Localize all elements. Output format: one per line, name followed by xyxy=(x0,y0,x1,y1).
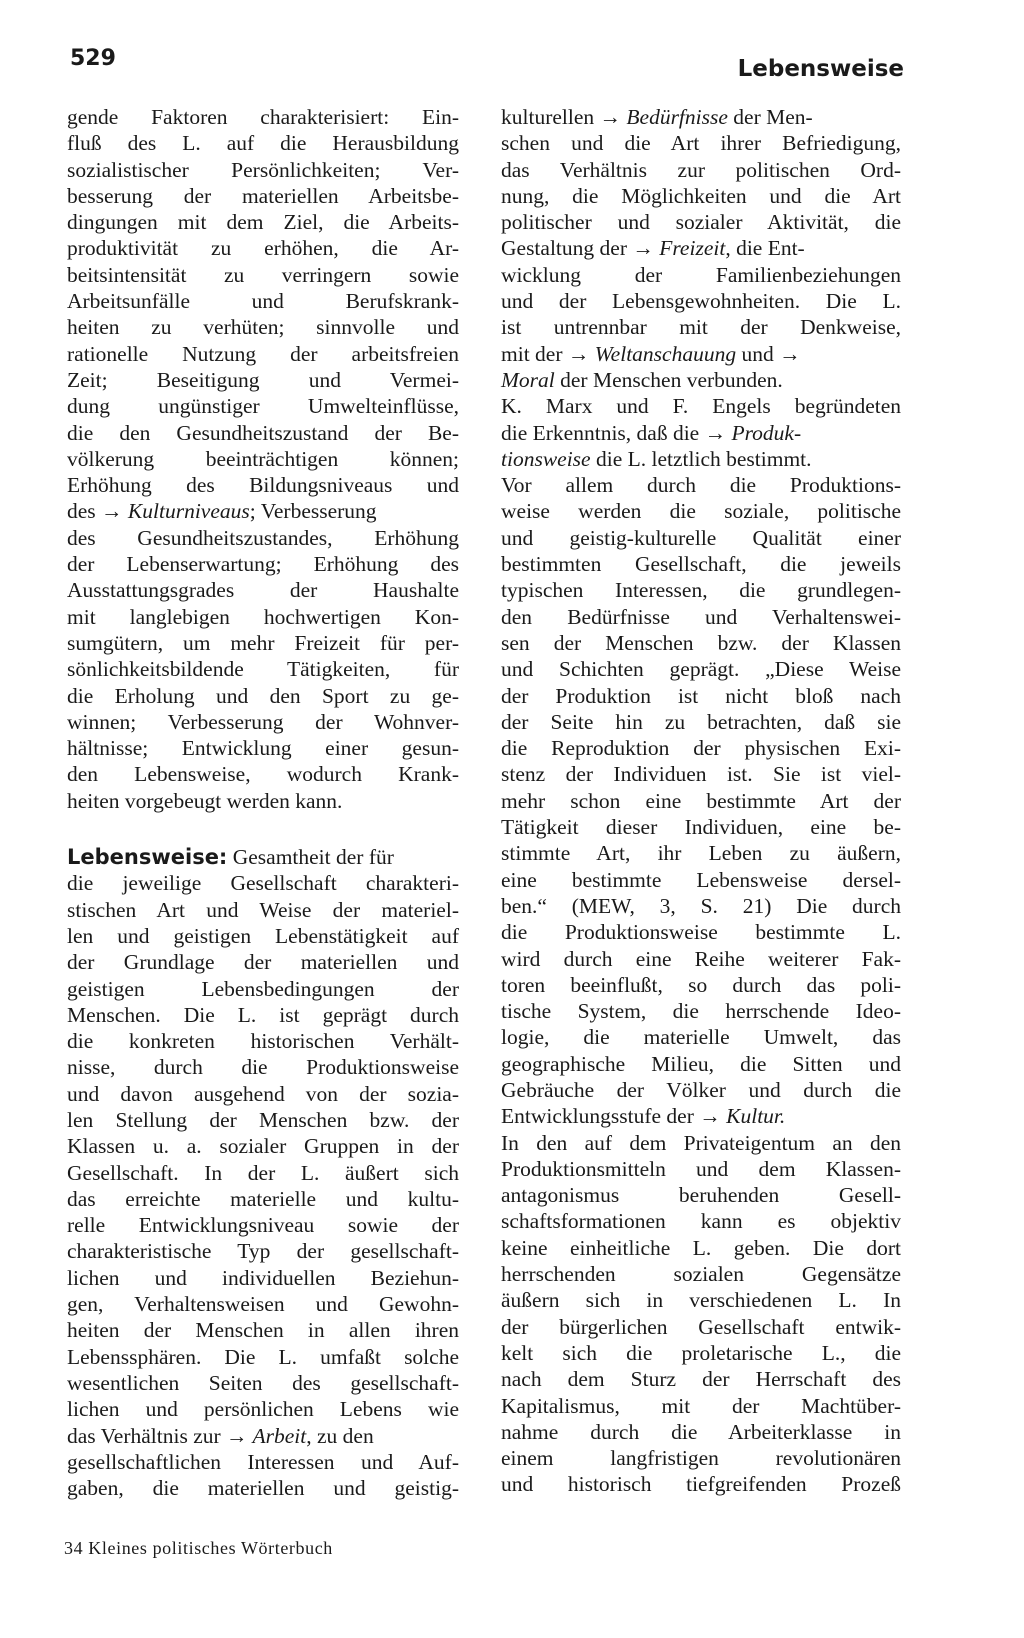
text-line: heiten zu verhüten; sinnvolle und xyxy=(67,315,459,340)
text-line: produktivität zu erhöhen, die Ar- xyxy=(67,236,459,261)
text-line: Lebenssphären. Die L. umfaßt solche xyxy=(67,1344,459,1369)
cross-reference-link[interactable]: → Bedürfnisse xyxy=(599,105,728,129)
text-line: die den Gesundheitszustand der Be- xyxy=(67,420,459,445)
text-line: K. Marx und F. Engels begründeten xyxy=(501,394,901,419)
text-line: geographische Milieu, die Sitten und xyxy=(501,1051,901,1076)
running-head: Lebensweise xyxy=(737,56,904,82)
text-line: heiten der Menschen in allen ihren xyxy=(67,1318,459,1343)
cross-reference-link[interactable]: Moral xyxy=(501,367,555,392)
text-line: Gesellschaft. In der L. äußert sich xyxy=(67,1160,459,1185)
text-line: lichen und individuellen Beziehun- xyxy=(67,1265,459,1290)
text-line: die jeweilige Gesellschaft charakteri- xyxy=(67,871,459,896)
cross-reference-arrow[interactable]: → xyxy=(779,341,801,366)
text-line: tische System, die herrschende Ideo- xyxy=(501,999,901,1024)
text-line: herrschenden sozialen Gegensätze xyxy=(501,1262,901,1287)
cross-reference-link[interactable]: → Produk- xyxy=(704,420,802,445)
text-line: ist untrennbar mit der Denkweise, xyxy=(501,315,901,340)
text-line: völkerung beeinträchtigen können; xyxy=(67,446,459,471)
text-line: tionsweise die L. letztlich bestimmt. xyxy=(501,446,812,471)
entry-headword: Lebensweise: xyxy=(67,845,228,870)
text-line: geistigen Lebensbedingungen der xyxy=(67,976,459,1001)
text-line: eine bestimmte Lebensweise dersel- xyxy=(501,867,901,892)
cross-reference-link[interactable]: → Kultur. xyxy=(699,1104,786,1129)
text-line: ben.“ (MEW, 3, S. 21) Die durch xyxy=(501,893,901,918)
text-line: Erhöhung des Bildungsniveaus und xyxy=(67,473,459,498)
text-line: das Verhältnis zur politischen Ord- xyxy=(501,157,901,182)
entry-first-line: Lebensweise: Gesamtheit der für xyxy=(67,845,394,870)
text-line: rationelle Nutzung der arbeitsfreien xyxy=(67,341,459,366)
text-line: mehr schon eine bestimmte Art der xyxy=(501,788,901,813)
text-line: Menschen. Die L. ist geprägt durch xyxy=(67,1002,459,1027)
text-line: nisse, durch die Produktionsweise xyxy=(67,1055,459,1080)
text-line: des Gesundheitszustandes, Erhöhung xyxy=(67,525,459,550)
text-line: Tätigkeit dieser Individuen, eine be- xyxy=(501,815,901,840)
text-line: und historisch tiefgreifenden Prozeß xyxy=(501,1472,901,1497)
text-line: hältnisse; Entwicklung einer gesun- xyxy=(67,736,459,761)
text-line: winnen; Verbesserung der Wohnver- xyxy=(67,709,459,734)
text-line: gende Faktoren charakterisiert: Ein- xyxy=(67,105,459,129)
text-line: relle Entwicklungsniveau sowie der xyxy=(67,1213,459,1238)
text-line: und Schichten geprägt. „Diese Weise xyxy=(501,657,901,682)
text-line: charakteristische Typ der gesellschaft- xyxy=(67,1239,459,1264)
text-line: die Erholung und den Sport zu ge- xyxy=(67,683,459,708)
text-line: politischer und sozialer Aktivität, die xyxy=(501,210,901,235)
text-line: das Verhältnis zur → Arbeit, zu den xyxy=(67,1423,374,1448)
text-line: heiten vorgebeugt werden kann. xyxy=(67,788,343,813)
page-footer: 34 Kleines politisches Wörterbuch xyxy=(64,1538,333,1558)
text-line: beitsintensität zu verringern sowie xyxy=(67,262,459,287)
text-line: sönlichkeitsbildende Tätigkeiten, für xyxy=(67,657,459,682)
text-line: schaftsformationen kann es objektiv xyxy=(501,1209,901,1234)
text-line: die Produktionsweise bestimmte L. xyxy=(501,920,901,945)
text-line: stimmte Art, ihr Leben zu äußern, xyxy=(501,841,901,866)
text-line: stenz der Individuen ist. Sie ist viel- xyxy=(501,762,901,787)
text-line: Gestaltung der → Freizeit, die Ent- xyxy=(501,236,805,261)
paragraph-gap xyxy=(67,814,459,844)
text-line: Entwicklungsstufe der → Kultur. xyxy=(501,1104,786,1129)
cross-reference-link[interactable]: → Freizeit xyxy=(632,236,726,261)
page-number: 529 xyxy=(70,46,116,71)
text-line: sozialistischer Persönlichkeiten; Ver- xyxy=(67,157,459,182)
text-line: die konkreten historischen Verhält- xyxy=(67,1029,459,1054)
text-line: kelt sich die proletarische L., die xyxy=(501,1340,901,1365)
text-line: den Lebensweise, wodurch Krank- xyxy=(67,762,459,787)
text-line: Vor allem durch die Produktions- xyxy=(501,473,901,498)
text-line: gen, Verhaltensweisen und Gewohn- xyxy=(67,1292,459,1317)
text-line: In den auf dem Privateigentum an den xyxy=(501,1130,901,1155)
text-line: weise werden die soziale, politische xyxy=(501,499,901,524)
text-line: lichen und persönlichen Lebens wie xyxy=(67,1397,459,1422)
text-line: len und geistigen Lebenstätigkeit auf xyxy=(67,923,459,948)
text-line: Kapitalismus, mit der Machtüber- xyxy=(501,1393,901,1418)
cross-reference-link[interactable]: → Arbeit xyxy=(226,1423,307,1448)
text-line: und davon ausgehend von der sozia- xyxy=(67,1081,459,1106)
text-line: nung, die Möglichkeiten und die Art xyxy=(501,183,901,208)
text-line: sumgütern, um mehr Freizeit für per- xyxy=(67,630,459,655)
text-line: len Stellung der Menschen bzw. der xyxy=(67,1107,459,1132)
text-line: der bürgerlichen Gesellschaft entwik- xyxy=(501,1314,901,1339)
right-column xyxy=(501,104,901,1498)
text-line: wicklung der Familienbeziehungen xyxy=(501,262,901,287)
text-line: und der Lebensgewohnheiten. Die L. xyxy=(501,289,901,314)
text-line: mit langlebigen hochwertigen Kon- xyxy=(67,604,459,629)
cross-reference-link[interactable]: tionsweise xyxy=(501,446,591,471)
text-line: toren beeinflußt, so durch das poli- xyxy=(501,972,901,997)
text-line: das erreichte materielle und kultu- xyxy=(67,1186,459,1211)
text-line: kulturellen → Bedürfnisse der Men- xyxy=(501,105,813,129)
text-line: gaben, die materiellen und geistig- xyxy=(67,1476,459,1501)
text-line: den Bedürfnisse und Verhaltenswei- xyxy=(501,604,901,629)
text-line: Produktionsmitteln und dem Klassen- xyxy=(501,1156,901,1181)
text-line: äußern sich in verschiedenen L. In xyxy=(501,1288,901,1313)
cross-reference-link[interactable]: → Kulturniveaus xyxy=(101,499,250,524)
cross-reference-link[interactable]: → Weltanschauung xyxy=(567,341,737,366)
text-line: bestimmten Gesellschaft, die jeweils xyxy=(501,552,901,577)
text-line: gesellschaftlichen Interessen und Auf- xyxy=(67,1449,459,1474)
text-line: logie, die materielle Umwelt, das xyxy=(501,1025,901,1050)
left-column xyxy=(67,104,459,1501)
text-line: antagonismus beruhenden Gesell- xyxy=(501,1183,901,1208)
text-line: des → Kulturniveaus; Verbesserung xyxy=(67,499,377,524)
text-line: die Reproduktion der physischen Exi- xyxy=(501,736,901,761)
text-line: dingungen mit dem Ziel, die Arbeits- xyxy=(67,210,459,235)
text-line: Arbeitsunfälle und Berufskrank- xyxy=(67,289,459,314)
text-line: keine einheitliche L. geben. Die dort xyxy=(501,1235,901,1260)
text-line: schen und die Art ihrer Befriedigung, xyxy=(501,131,901,156)
text-line: Ausstattungsgrades der Haushalte xyxy=(67,578,459,603)
text-line: typischen Interessen, die grundlegen- xyxy=(501,578,901,603)
text-line: nach dem Sturz der Herrschaft des xyxy=(501,1367,901,1392)
text-line: besserung der materiellen Arbeitsbe- xyxy=(67,183,459,208)
text-line: stischen Art und Weise der materiel- xyxy=(67,897,459,922)
text-line: der Produktion ist nicht bloß nach xyxy=(501,683,901,708)
text-line: der Lebenserwartung; Erhöhung des xyxy=(67,552,459,577)
text-line: mit der → Weltanschauung und → xyxy=(501,341,801,366)
text-line: wird durch eine Reihe weiterer Fak- xyxy=(501,946,901,971)
text-line: wesentlichen Seiten des gesellschaft- xyxy=(67,1370,459,1395)
text-line: nahme durch die Arbeiterklasse in xyxy=(501,1419,901,1444)
text-line: der Grundlage der materiellen und xyxy=(67,950,459,975)
text-line: fluß des L. auf die Herausbildung xyxy=(67,131,459,156)
text-line: der Seite hin zu betrachten, daß sie xyxy=(501,709,901,734)
text-line: Zeit; Beseitigung und Vermei- xyxy=(67,367,459,392)
text-line: dung ungünstiger Umwelteinflüsse, xyxy=(67,394,459,419)
text-line: Gebräuche der Völker und durch die xyxy=(501,1077,901,1102)
text-line: einem langfristigen revolutionären xyxy=(501,1446,901,1471)
text-line: die Erkenntnis, daß die → Produk- xyxy=(501,420,802,445)
text-line: Moral der Menschen verbunden. xyxy=(501,367,783,392)
text-line: und geistig-kulturelle Qualität einer xyxy=(501,525,901,550)
text-line: Klassen u. a. sozialer Gruppen in der xyxy=(67,1134,459,1159)
text-line: sen der Menschen bzw. der Klassen xyxy=(501,630,901,655)
